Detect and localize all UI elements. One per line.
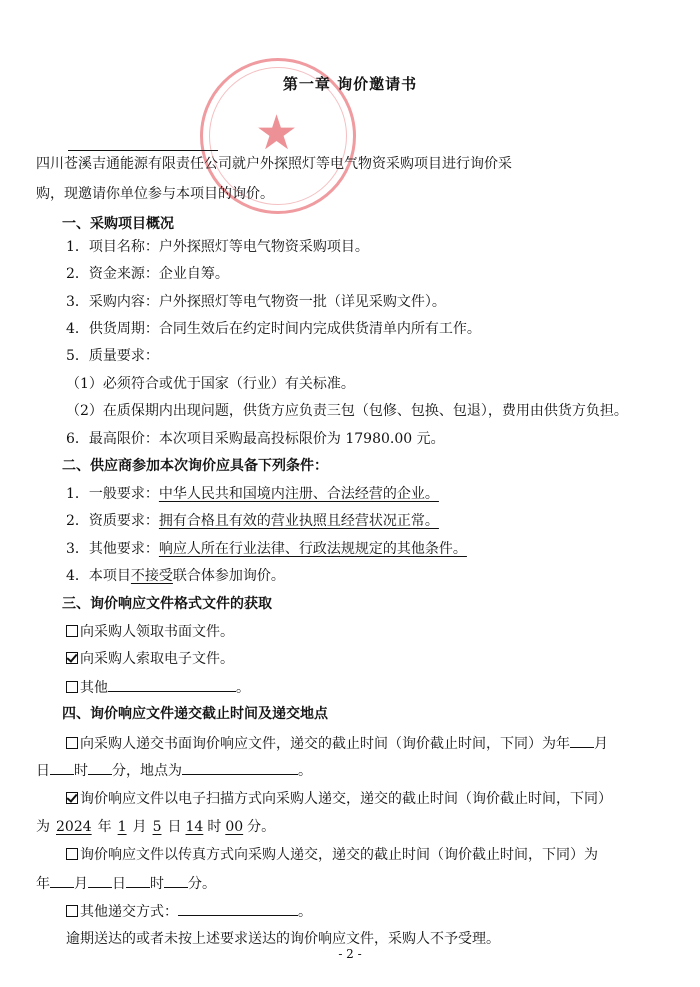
s2-req-3 — [66, 539, 660, 559]
s4-p4 — [66, 901, 660, 922]
checkbox-checked-icon — [66, 792, 78, 804]
s4-p4-text: 其他递交方式： — [80, 904, 178, 920]
s4-p3-line2 — [36, 873, 660, 894]
s4-p1-month: 月 — [594, 736, 608, 752]
s4-p2-day-value: 5 — [152, 819, 162, 835]
s3-option-electronic-label: 向采购人索取电子文件。 — [80, 651, 234, 667]
checkbox-checked-icon — [66, 652, 78, 664]
s4-p2-line1 — [66, 789, 660, 809]
s3-option-electronic — [66, 649, 660, 669]
s1-item-5-2: （2）在质保期内出现问题，供货方应负责三包（包修、包换、包退），费用由供货方负担。 — [66, 403, 628, 419]
recipient-blank — [68, 136, 218, 151]
checkbox-unchecked-icon — [66, 848, 78, 860]
s4-p1-hour: 时 — [74, 763, 88, 779]
s4-p2-hour-unit: 时 — [207, 819, 222, 835]
s4-p2-month-unit: 月 — [132, 819, 147, 835]
s4-p3-min: 分。 — [188, 876, 216, 892]
s4-p2-day-unit: 日 — [167, 819, 182, 835]
s1-item-3: 3．采购内容：户外探照灯等电气物资一批（详见采购文件）。 — [66, 294, 446, 310]
s2-req-4-pre: 4．本项目 — [66, 568, 131, 584]
s4-p2-year-value: 2024 — [56, 819, 92, 835]
s4-p3-line1 — [66, 845, 660, 865]
s3-option-other — [66, 677, 660, 698]
section-3-heading: 三、询价响应文件格式文件的获取 — [62, 596, 272, 612]
s2-req-2 — [66, 511, 660, 531]
page-title: 第一章 询价邀请书 — [282, 75, 418, 93]
s1-item-6: 6．最高限价：本次项目采购最高投标限价为 17980.00 元。 — [66, 431, 445, 447]
checkbox-unchecked-icon — [66, 625, 78, 637]
checkbox-unchecked-icon — [66, 737, 78, 749]
s1-item-2: 2．资金来源：企业自筹。 — [66, 266, 229, 282]
section-4-heading: 四、询价响应文件递交截止时间及递交地点 — [62, 706, 328, 722]
s4-p4-end: 。 — [298, 904, 312, 920]
s4-p2-min-value: 00 — [225, 819, 244, 835]
section-1-heading: 一、采购项目概况 — [62, 216, 174, 232]
s4-p1-hour-blank — [50, 760, 74, 775]
checkbox-unchecked-icon — [66, 681, 78, 693]
s4-p3-year: 年 — [36, 876, 50, 892]
s4-p1-month-blank — [570, 733, 594, 748]
s2-req-4-not-accepted: 不接受 — [130, 568, 173, 584]
s1-item-4: 4．供货周期：合同生效后在约定时间内完成供货清单内所有工作。 — [66, 321, 481, 337]
s2-req-4-post: 联合体参加询价。 — [172, 568, 285, 584]
s4-p1-min-blank — [88, 760, 112, 775]
s4-p2-min-unit: 分。 — [247, 819, 276, 835]
s2-req-2-label: 2．资质要求： — [66, 513, 159, 529]
s1-item-5-1: （1）必须符合或优于国家（行业）有关标准。 — [66, 376, 355, 392]
s2-req-1-value: 中华人民共和国境内注册、合法经营的企业。 — [158, 486, 439, 502]
s4-p1-line2 — [36, 760, 660, 781]
s4-p1-line1 — [66, 733, 660, 754]
s4-p2-line2 — [36, 817, 660, 837]
s4-p5: 逾期送达的或者未按上述要求送达的询价响应文件，采购人不予受理。 — [66, 931, 500, 947]
intro-line-1: 四川苍溪吉通能源有限责任公司就户外探照灯等电气物资采购项目进行询价采 — [36, 156, 512, 172]
s2-req-1-label: 1．一般要求： — [66, 486, 159, 502]
s2-req-3-label: 3．其他要求： — [66, 541, 159, 557]
s3-other-blank — [108, 677, 236, 692]
s4-p3-hour-blank — [126, 873, 150, 888]
s4-p2-month-value: 1 — [117, 819, 127, 835]
s4-p1-location-label: 分，地点为 — [112, 763, 182, 779]
s4-p2-hour-value: 14 — [185, 819, 204, 835]
s2-req-1 — [66, 484, 660, 504]
intro-line-2: 购，现邀请你单位参与本项目的询价。 — [36, 186, 274, 202]
s4-p3-day: 日 — [112, 876, 126, 892]
s1-item-1: 1．项目名称：户外探照灯等电气物资采购项目。 — [66, 239, 369, 255]
s4-p2-pre: 为 — [36, 819, 50, 835]
s3-option-paper — [66, 622, 660, 642]
s2-req-2-value: 拥有合格且有效的营业执照且经营状况正常。 — [158, 513, 439, 529]
checkbox-unchecked-icon — [66, 905, 78, 917]
s4-p2-text: 询价响应文件以电子扫描方式向采购人递交，递交的截止时间（询价截止时间，下同） — [80, 791, 612, 807]
s3-option-other-end: 。 — [236, 680, 250, 696]
s4-p3-text: 询价响应文件以传真方式向采购人递交，递交的截止时间（询价截止时间，下同）为 — [80, 847, 598, 863]
s4-p3-day-blank — [88, 873, 112, 888]
s4-p1-day: 日 — [36, 763, 50, 779]
section-2-heading: 二、供应商参加本次询价应具备下列条件： — [62, 458, 328, 474]
s4-p3-hour: 时 — [150, 876, 164, 892]
page-number: - 2 - — [338, 947, 362, 961]
s4-p2-year-unit: 年 — [97, 819, 112, 835]
s2-req-4 — [66, 566, 660, 586]
s4-p1-end: 。 — [298, 763, 312, 779]
seal-star-icon: ★ — [255, 105, 299, 161]
s3-option-other-label: 其他 — [80, 680, 108, 696]
s4-p4-blank — [178, 901, 298, 916]
s4-p1-location-blank — [182, 760, 298, 775]
s1-item-5: 5．质量要求： — [66, 348, 159, 364]
s2-req-3-value: 响应人所在行业法律、行政法规规定的其他条件。 — [158, 541, 467, 557]
s4-p3-month: 月 — [74, 876, 88, 892]
s3-option-paper-label: 向采购人领取书面文件。 — [80, 624, 234, 640]
s4-p3-month-blank — [50, 873, 74, 888]
s4-p1-text: 向采购人递交书面询价响应文件，递交的截止时间（询价截止时间，下同）为年 — [80, 736, 570, 752]
s4-p3-min-blank — [164, 873, 188, 888]
